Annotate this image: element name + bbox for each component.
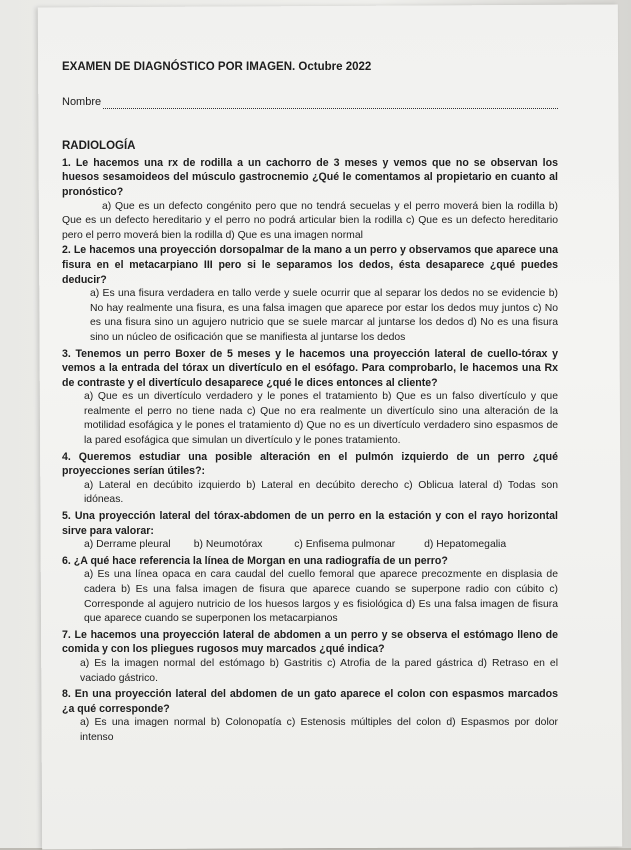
question-2: [62, 243, 558, 345]
question-4: [62, 450, 558, 508]
exam-title: EXAMEN DE DIAGNÓSTICO POR IMAGEN. Octubre 2022: [62, 61, 372, 73]
question-options: a) Lateral en decúbito izquierdo b) Lateral en decúbito derecho c) Oblicua lateral d) Todas son idóneas.: [84, 479, 558, 506]
question-5: [62, 509, 558, 553]
question-stem: 1. Le hacemos una rx de rodilla a un cachorro de 3 meses y vemos que no se observan los huesos sesamoideos del músculo gastrocnemio ¿Qué le comentamos al propietario en cuanto al pronóstico?: [62, 156, 558, 198]
question-options: a) Derrame pleural b) Neumotórax c) Enfisema pulmonar d) Hepatomegalia: [84, 539, 507, 551]
question-stem: 7. Le hacemos una proyección lateral de abdomen a un perro y se observa el estómago lleno de comida y con los pliegues rugosos muy marcados ¿qué indica?: [62, 628, 558, 656]
question-3: [62, 347, 558, 449]
question-stem: 2. Le hacemos una proyección dorsopalmar de la mano a un perro y observamos que aparece una fisura en el metacarpiano III pero si le separamos los dedos, ésta desaparece ¿qué puedes deducir?: [62, 244, 558, 286]
question-1: [62, 156, 558, 244]
exam-content: [62, 60, 558, 747]
question-options: a) Es una fisura verdadera en tallo verde y suele ocurrir que al separar los dedos no se evidencie b) No hay realmente una fisura, es una falsa imagen que aparece por estar los dedos muy juntos c) No es una fisura sino un agujero nutricio que se suele marcar al juntarse los dedos d) No es una fisura sino un núcleo de osificación que se manifiesta al juntarse los dedos: [90, 288, 558, 343]
question-options: a) Que es un defecto congénito pero que no tendrá secuelas y el perro moverá bien la rodilla b) Que es un defecto hereditario y el perro no podrá articular bien la rodilla c) Que es un defecto hereditario pero el perro moverá bien la rodilla d) Que es una imagen normal: [62, 200, 558, 241]
question-stem: 6. ¿A qué hace referencia la línea de Morgan en una radiografía de un perro?: [62, 554, 448, 567]
question-stem: 3. Tenemos un perro Boxer de 5 meses y le hacemos una proyección lateral de cuello-tórax y vemos a la entrada del tórax un divertículo en el esófago. Para comprobarlo, le hacemos una Rx de contraste y el divertículo desaparece ¿qué le dices entonces al cliente?: [62, 347, 558, 389]
question-options: a) Que es un divertículo verdadero y le pones el tratamiento b) Que es un falso divertículo y que realmente el perro no tiene nada c) Que no era realmente un divertículo sino una alteración de la motilidad esofágica y le pones el tratamiento d) Que no es un divertículo verdadero sino espasmos de la pared esofágica que simulan un divertículo y le pones tratamiento.: [84, 391, 558, 447]
question-stem: 8. En una proyección lateral del abdomen de un gato aparece el colon con espasmos marcados ¿a qué corresponde?: [62, 688, 558, 715]
name-blank-line: [103, 98, 558, 109]
question-options: a) Es una imagen normal b) Colonopatía c) Estenosis múltiples del colon d) Espasmos por dolor intenso: [80, 717, 558, 743]
question-stem: 4. Queremos estudiar una posible alteración en el pulmón izquierdo de un perro ¿qué proyecciones serían útiles?:: [62, 450, 558, 478]
section-heading: RADIOLOGÍA: [62, 140, 136, 153]
question-6: [62, 554, 558, 627]
name-field: [62, 95, 558, 110]
question-8: [62, 687, 558, 745]
question-options: a) Es la imagen normal del estómago b) Gastritis c) Atrofia de la pared gástrica d) Retraso en el vaciado gástrico.: [80, 657, 558, 684]
question-7: [62, 628, 558, 686]
name-label: Nombre: [62, 95, 102, 108]
question-options: a) Es una línea opaca en cara caudal del cuello femoral que aparece precozmente en displasia de cadera b) Es una falsa imagen de fisura que aparece cuando se superpone radio con cúbito c) Corresponde al agujero nutricio de los huesos largos y es fisiológica d) Es una falsa imagen de fisura que aparece cuando se superponen los metacarpianos: [84, 569, 558, 625]
question-stem: 5. Una proyección lateral del tórax-abdomen de un perro en la estación y con el rayo horizontal sirve para valorar:: [62, 510, 558, 537]
